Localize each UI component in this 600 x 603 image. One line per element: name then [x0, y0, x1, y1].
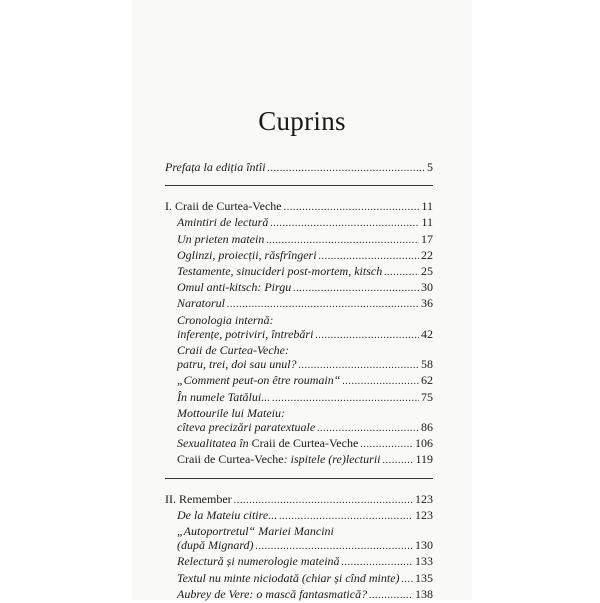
toc-entry [165, 420, 433, 436]
toc-entry-label-italic: : ispitele (re)lecturii [283, 452, 381, 467]
section-divider [165, 185, 433, 186]
toc-entry-label: Craii de Curtea-Veche: [177, 343, 289, 358]
toc-dot-leader [319, 250, 419, 264]
toc-entry-page: 75 [421, 389, 433, 404]
toc-entry-label: cîteva precizări paratextuale [177, 420, 316, 435]
toc-entry-label [177, 436, 358, 450]
toc-entry-page: 5 [427, 160, 433, 174]
table-of-contents [165, 160, 433, 603]
toc-dot-leader [342, 375, 419, 389]
toc-entry-page: 106 [415, 436, 433, 451]
toc-entry-page: 138 [415, 586, 433, 601]
toc-entry-page: 58 [421, 357, 433, 372]
toc-dot-leader [284, 201, 420, 215]
toc-entry [165, 436, 433, 452]
toc-entry-page: 22 [421, 247, 433, 262]
toc-entry [165, 160, 433, 176]
toc-entry [165, 357, 433, 373]
toc-entry-page: 123 [415, 507, 433, 522]
toc-entry [165, 264, 433, 280]
toc-entry-first-line [165, 343, 433, 357]
toc-entry [165, 390, 433, 406]
toc-dot-leader [402, 573, 413, 587]
toc-section [165, 199, 433, 215]
toc-entry-label: Oglinzi, proiecții, răsfrîngeri [177, 247, 317, 262]
toc-entry [165, 508, 433, 524]
toc-entry-label-roman: Craii de Curtea-Veche [251, 436, 359, 451]
toc-entry-label [177, 452, 380, 466]
toc-dot-leader [317, 422, 419, 436]
toc-entry-label: (după Mignard) [177, 538, 254, 553]
toc-entry-label: Aubrey de Vere: o mască fantasmatică? [177, 586, 368, 601]
toc-entry-label: De la Mateiu citire... [177, 507, 278, 522]
toc-entry-page: 62 [421, 373, 433, 388]
toc-entry-first-line [165, 524, 433, 538]
toc-entry-page: 36 [421, 296, 433, 311]
toc-dot-leader [227, 298, 419, 312]
toc-dot-leader [315, 329, 419, 343]
toc-entry-page: 123 [415, 491, 433, 506]
toc-entry-page: 42 [421, 326, 433, 341]
toc-entry [165, 554, 433, 570]
toc-entry-page: 135 [415, 570, 433, 585]
toc-entry [165, 452, 433, 468]
toc-entry [165, 215, 433, 231]
toc-entry [165, 538, 433, 554]
toc-entry [165, 232, 433, 248]
toc-dot-leader [234, 494, 413, 508]
toc-entry-page: 17 [421, 231, 433, 246]
toc-entry-label: Cronologia internă: [177, 312, 274, 327]
toc-entry-label: inferențe, potriviri, întrebări [177, 326, 314, 341]
toc-entry-page: 133 [415, 554, 433, 569]
toc-section-label: II. Remember [165, 491, 232, 506]
toc-section [165, 492, 433, 508]
toc-entry-label-roman: Craii de Curtea-Veche [177, 452, 284, 467]
toc-entry-label: Testamente, sinucideri post-mortem, kitsch [177, 264, 383, 279]
toc-entry-label: Mottourile lui Mateiu: [177, 405, 285, 420]
toc-entry-label: Omul anti-kitsch: Pirgu [177, 280, 292, 295]
toc-dot-leader [369, 589, 413, 603]
toc-entry-first-line [165, 406, 433, 420]
toc-entry [165, 280, 433, 296]
toc-dot-leader [256, 540, 413, 554]
toc-dot-leader [266, 234, 419, 248]
toc-entry-page: 25 [421, 264, 433, 279]
toc-entry-label: patru, trei, doi sau unul? [177, 357, 297, 372]
toc-dot-leader [299, 359, 419, 373]
toc-entry-label: „Autoportretul“ Mariei Mancini [177, 524, 334, 539]
toc-entry [165, 587, 433, 603]
toc-entry-label: Relectură și numerologie mateină [177, 554, 340, 569]
toc-entry [165, 327, 433, 343]
toc-entry [165, 248, 433, 264]
section-divider [165, 478, 433, 479]
toc-entry-page: 130 [415, 538, 433, 553]
toc-entry [165, 296, 433, 312]
toc-entry-page: 119 [415, 452, 433, 467]
toc-entry-label: Textul nu minte niciodată (chiar și cînd minte) [177, 570, 400, 585]
toc-dot-leader [279, 510, 413, 524]
toc-entry-page: 11 [421, 199, 433, 214]
toc-dot-leader [360, 438, 413, 452]
toc-entry-label: „Comment peut-on être roumain“ [177, 373, 341, 388]
page-title: Cuprins [258, 106, 346, 136]
toc-section-label: I. Craii de Curtea-Veche [165, 199, 282, 214]
toc-entry-page: 11 [421, 215, 433, 230]
toc-entry-label: Amintiri de lectură [177, 215, 269, 230]
toc-dot-leader [272, 392, 419, 406]
toc-entry-label: Naratorul [177, 296, 226, 311]
toc-entry-label: În numele Tatălui... [177, 389, 271, 404]
toc-dot-leader [342, 556, 413, 570]
toc-entry-first-line [165, 313, 433, 327]
toc-dot-leader [293, 282, 419, 296]
toc-entry [165, 373, 433, 389]
toc-dot-leader [382, 454, 413, 468]
toc-dot-leader [268, 162, 425, 176]
toc-entry-page: 30 [421, 280, 433, 295]
toc-dot-leader [270, 217, 419, 231]
toc-entry-label-italic: Sexualitatea în [177, 436, 252, 451]
toc-dot-leader [384, 266, 419, 280]
toc-entry [165, 571, 433, 587]
toc-entry-label: Prefața la ediția întîi [165, 160, 266, 174]
toc-entry-page: 86 [421, 420, 433, 435]
toc-entry-label: Un prieten matein [177, 231, 265, 246]
